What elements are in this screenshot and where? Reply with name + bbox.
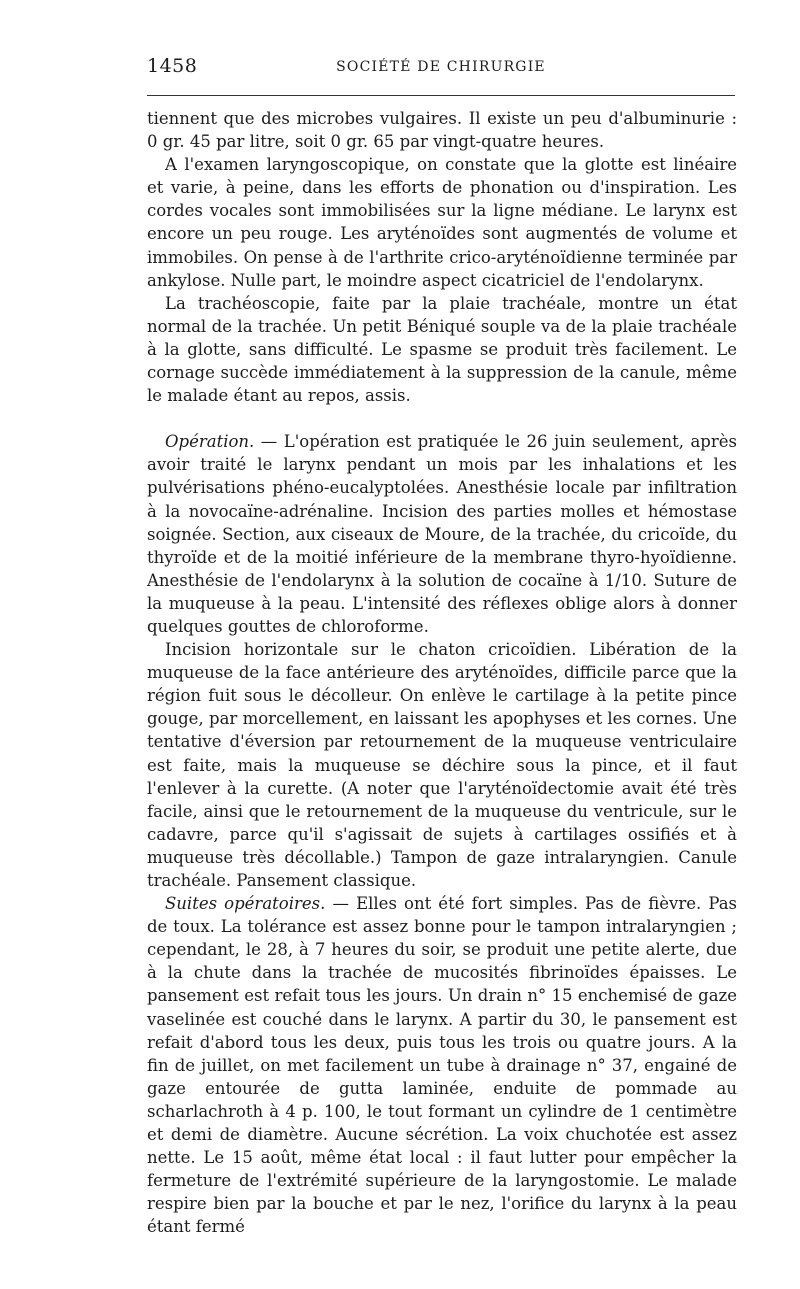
header-rule (147, 95, 735, 96)
section-label-suites: Suites opératoires. (165, 894, 326, 914)
paragraph-continuation: tiennent que des microbes vulgaires. Il existe un peu d'albuminurie : 0 gr. 45 par litre, soit 0 gr. 65 par vingt-quatre heures. (147, 109, 737, 152)
paragraph-laryngoscopy: A l'examen laryngoscopique, on constate que la glotte est linéaire et varie, à peine, dans les efforts de phonation ou d'inspiration. Les cordes vocales sont immobilisées sur la ligne médiane. Le larynx est encore un peu rouge. Les aryténoïdes sont augmentés de volume et immobiles. On pense à de l'arthrite crico-aryténoïdienne terminée par ankylose. Nulle part, le moindre aspect cicatriciel de l'endolarynx. (147, 155, 737, 290)
page-number: 1458 (147, 55, 198, 77)
paragraph-tracheoscopy: La trachéoscopie, faite par la plaie trachéale, montre un état normal de la trachée. Un petit Béniqué souple va de la plaie trachéale à la glotte, sans difficulté. Le spasme se produit très facilement. Le cornage succède immédiatement à la suppression de la canule, même le malade étant au repos, assis. (147, 293, 737, 406)
paragraph-postoperative-text: — Elles ont été fort simples. Pas de fièvre. Pas de toux. La tolérance est assez bonne pour le tampon intralaryngien ; cependant, le 28, à 7 heures du soir, se produit une petite alerte, due à la chute dans la trachée de mucosités fibrinoïdes épaisses. Le pansement est refait tous les jours. Un drain n° 15 enchemisé de gaze vaselinée est couché dans le larynx. A partir du 30, le pansement est refait d'abord tous les deux, puis tous les trois ou quatre jours. A la fin de juillet, on met facilement un tube à drainage n° 37, engainé de gaze entourée de gutta laminée, enduite de pommade au scharlachroth à 4 p. 100, le tout formant un cylindre de 1 centimètre et demi de diamètre. Aucune sécrétion. La voix chuchotée est assez nette. Le 15 août, même état local : il faut lutter pour empêcher la fermeture de l'extrémité supérieure de la laryngostomie. Le malade respire bien par la bouche et par le nez, l'orifice du larynx à la peau étant fermé (147, 894, 737, 1237)
paragraph-postoperative (147, 892, 737, 1238)
paragraph-operation-text: — L'opération est pratiquée le 26 juin seulement, après avoir traité le larynx pendant un mois par les inhalations et les pulvérisations phéno-eucalyptolées. Anesthésie locale par infiltration à la novocaïne-adrénaline. Incision des parties molles et hémostase soignée. Section, aux ciseaux de Moure, de la trachée, du cricoïde, du thyroïde et de la moitié inférieure de la membrane thyro-hyoïdienne. Anesthésie de l'endolarynx à la solution de cocaïne à 1/10. Suture de la muqueuse à la peau. L'intensité des réflexes oblige alors à donner quelques gouttes de chloroforme. (147, 432, 737, 636)
section-label-operation: Opération. (165, 432, 255, 452)
body-text (147, 107, 737, 1239)
journal-title: SOCIÉTÉ DE CHIRURGIE (336, 59, 546, 75)
paragraph-incision: Incision horizontale sur le chaton cricoïdien. Libération de la muqueuse de la face antérieure des aryténoïdes, difficile parce que la région fuit sous le décolleur. On enlève le cartilage à la petite pince gouge, par morcellement, en laissant les apophyses et les cornes. Une tentative d'éversion par retournement de la muqueuse ventriculaire est faite, mais la muqueuse se déchire sous la pince, et il faut l'enlever à la curette. (A noter que l'aryténoïdectomie avait été très facile, ainsi que le retournement de la muqueuse du ventricule, sur le cadavre, parce qu'il s'agissait de sujets à cartilages ossifiés et à muqueuse très décollable.) Tampon de gaze intralaryngien. Canule trachéale. Pansement classique. (147, 640, 737, 890)
running-head (147, 55, 735, 77)
paragraph-operation (147, 430, 737, 638)
